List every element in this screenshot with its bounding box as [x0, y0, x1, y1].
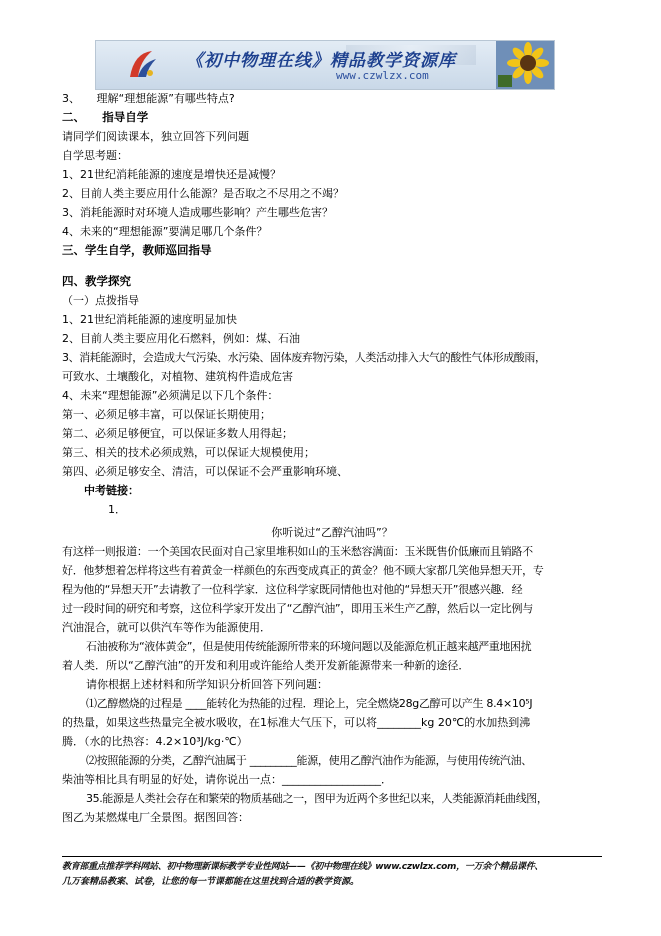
self-study-label: 自学思考题：: [62, 149, 128, 162]
question-3: 3、消耗能源时对环境人造成哪些影响？产生哪些危害？: [62, 206, 333, 219]
article-p1-l1: 有这样一则报道：一个美国农民面对自己家里堆积如山的玉米愁容满面：玉米既售价低廉而且销路不: [62, 545, 533, 558]
footer-line-1: 教育部重点推荐学科网站、初中物理新课标教学专业性网站——《初中物理在线》www.czwlzx.com，一万余个精品课件、: [62, 862, 544, 872]
sub-question-2: ⑵按照能源的分类，乙醇汽油属于 _________能源，使用乙醇汽油作为能源，与使用传统汽油、: [86, 754, 532, 767]
spacer: [62, 260, 602, 272]
header-banner: [95, 40, 555, 90]
sub-question-2-cont: 柴油等相比具有明显的好处，请你说出一点：__________________．: [62, 773, 392, 786]
sub-question-1-cont: 的热量，如果这些热量完全被水吸收，在1标准大气压下，可以将________kg 20℃的水加热到沸: [62, 716, 531, 729]
banner-title: 《初中物理在线》精品教学资源库: [186, 51, 456, 71]
objective-3: 3、 理解“理想能源”有哪些特点?: [62, 92, 235, 105]
answer-1: 1、21世纪消耗能源的速度明显加快: [62, 313, 237, 326]
question-35-cont: 图乙为某燃煤电厂全景图。据图回答：: [62, 811, 249, 824]
exam-item-number: 1．: [108, 503, 126, 516]
condition-2: 第二、必须足够便宜，可以保证多数人用得起；: [62, 427, 293, 440]
answer-3-cont: 可致水、土壤酸化，对植物、建筑构件造成危害: [62, 370, 293, 383]
condition-3: 第三、相关的技术必须成熟，可以保证大规模使用；: [62, 446, 315, 459]
article-p1-l2: 好．他梦想着怎样将这些有着黄金一样颜色的东西变成真正的黄金？他不顾大家都几笑他异想天开，专: [62, 564, 544, 577]
section-3-heading: 三、学生自学，教师巡回指导: [62, 243, 212, 257]
article-p2-l2: 着人类．所以“乙醇汽油”的开发和利用或许能给人类开发新能源带来一种新的途径．: [62, 659, 470, 672]
subsection-heading: （一）点拨指导: [62, 294, 139, 307]
article-p1-l3: 程为他的“异想天开”去请教了一位科学家．这位科学家既同情他也对他的“异想天开”很感兴趣．经: [62, 583, 523, 596]
condition-4: 第四、必须足够安全、清洁，可以保证不会严重影响环境、: [62, 465, 348, 478]
section-4-heading: 四、教学探究: [62, 274, 131, 288]
answer-2: 2、目前人类主要应用化石燃料，例如：煤、石油: [62, 332, 300, 345]
answer-3: 3、消耗能源时，会造成大气污染、水污染、固体废弃物污染，人类活动排入大气的酸性气体形成酸雨，: [62, 351, 546, 364]
footer-divider: [62, 856, 602, 857]
document-body: [62, 89, 602, 827]
article-p1-l4: 过一段时间的研究和考察，这位科学家开发出了“乙醇汽油”，即用玉米生产乙醇，然后以一定比例与: [62, 602, 533, 615]
section-2-heading: 二、 指导自学: [62, 110, 149, 124]
site-logo: [126, 47, 158, 81]
question-2: 2、目前人类主要应用什么能源？是否取之不尽用之不竭？: [62, 187, 344, 200]
sub-question-1-end: 腾．（水的比热容：4.2×10³J/kg·℃）: [62, 735, 248, 748]
question-1: 1、21世纪消耗能源的速度是增快还是减慢？: [62, 168, 281, 181]
condition-1: 第一、必须足够丰富，可以保证长期使用；: [62, 408, 271, 421]
article-p2-l1: 石油被称为“液体黄金”，但是使用传统能源所带来的环境问题以及能源危机正越来越严重地困扰: [86, 640, 532, 653]
sub-question-1: ⑴乙醇燃烧的过程是 ____能转化为热能的过程．理论上，完全燃烧28g乙醇可以产生 8.4×10⁵J: [86, 697, 533, 710]
footer: [62, 860, 602, 890]
answer-4: 4、未来“理想能源”必须满足以下几个条件：: [62, 389, 279, 402]
question-prompt: 请你根据上述材料和所学知识分析回答下列问题：: [86, 678, 328, 691]
article-p1-l5: 汽油混合，就可以供汽车等作为能源使用．: [62, 621, 271, 634]
footer-line-2: 几万套精品教案、试卷，让您的每一节课都能在这里找到合适的教学资源。: [62, 877, 360, 887]
instruction-text: 请同学们阅读课本，独立回答下列问题: [62, 130, 249, 143]
banner-url[interactable]: www.czwlzx.com: [336, 69, 429, 82]
exam-link-heading: 中考链接：: [84, 484, 139, 497]
question-4: 4、未来的“理想能源”要满足哪几个条件？: [62, 225, 268, 238]
article-title: 你听说过“乙醇汽油吗”？: [271, 526, 393, 539]
sunflower-image: [496, 41, 554, 89]
question-35: 35.能源是人类社会存在和繁荣的物质基础之一，图甲为近两个多世纪以来，人类能源消耗曲线图，: [86, 792, 548, 805]
